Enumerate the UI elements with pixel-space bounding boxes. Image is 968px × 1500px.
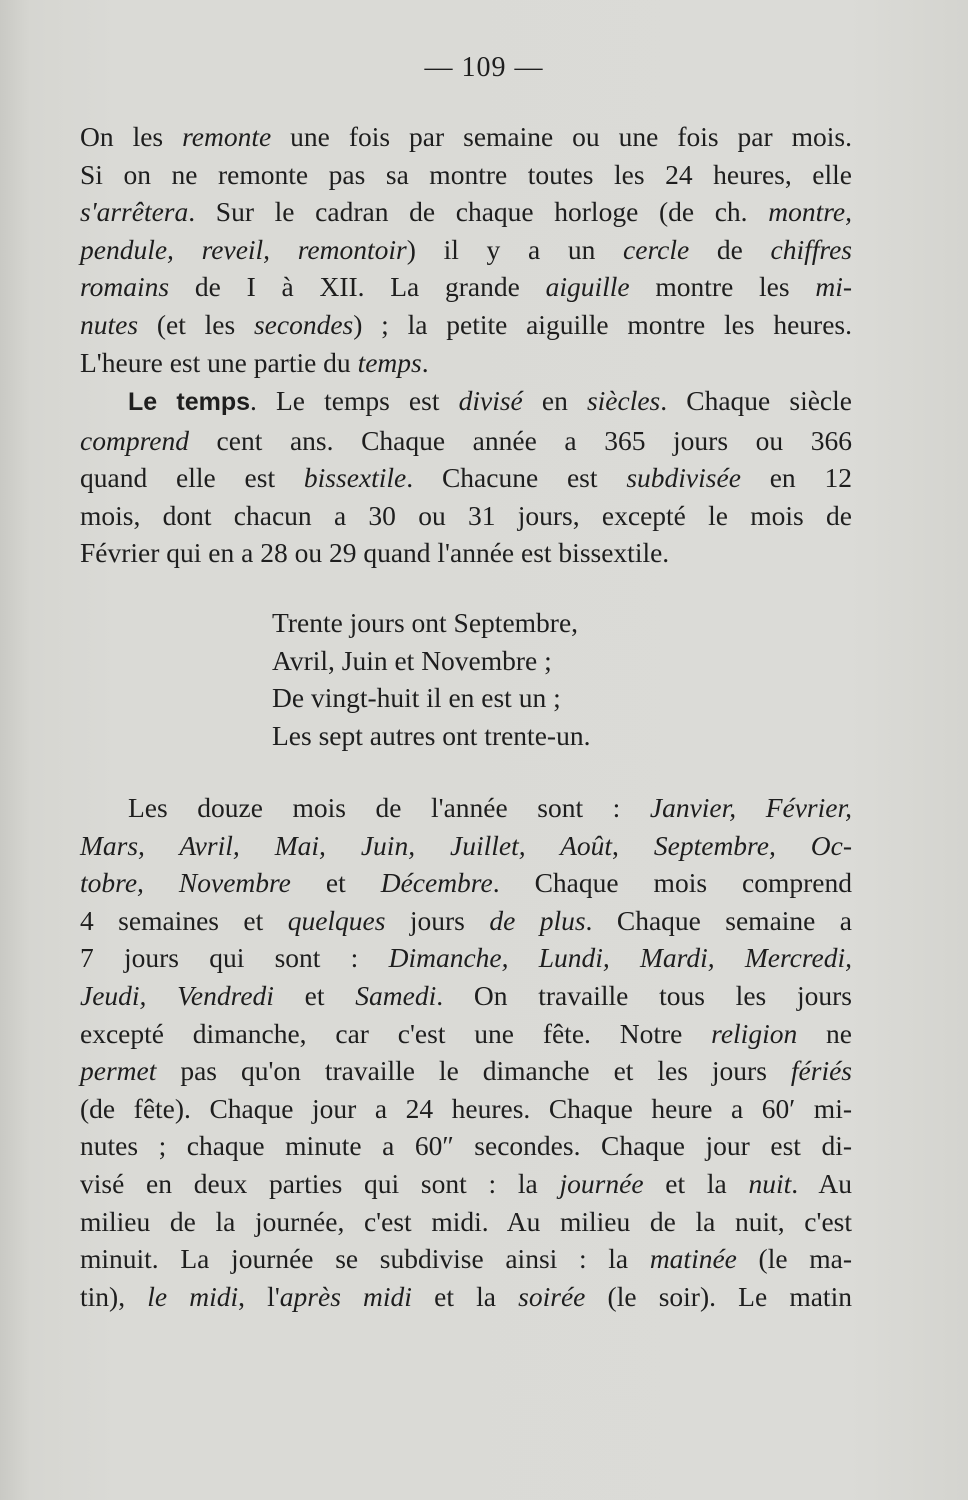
poem-line: Avril, Juin et Novembre ; <box>272 644 552 676</box>
text-line: Si on ne remonte pas sa montre toutes les 24 heures, elle <box>80 158 852 190</box>
text-line: mois, dont chacun a 30 ou 31 jours, excepté le mois de <box>80 499 852 531</box>
poem-line: Les sept autres ont trente-un. <box>272 719 591 751</box>
paragraph-clocks <box>80 118 852 381</box>
poem <box>272 604 590 754</box>
text-line: excepté dimanche, car c'est une fête. Notre religion ne <box>80 1017 852 1049</box>
poem-line: Trente jours ont Septembre, <box>272 607 579 638</box>
text-line: milieu de la journée, c'est midi. Au milieu de la nuit, c'est <box>80 1205 852 1237</box>
text-line: L'heure est une partie du temps. <box>80 346 429 378</box>
text-line: permet pas qu'on travaille le dimanche et les jours fériés <box>80 1055 852 1087</box>
text-line: tobre, Novembre et Décembre. Chaque mois comprend <box>80 867 852 899</box>
paragraph-months <box>80 789 852 1315</box>
text-line: Jeudi, Vendredi et Samedi. On travaille tous les jours <box>80 979 852 1011</box>
text-line: pendule, reveil, remontoir) il y a un cercle de chiffres <box>80 233 852 265</box>
text-line: 4 semaines et quelques jours de plus. Chaque semaine a <box>80 904 853 936</box>
text-line: comprend cent ans. Chaque année a 365 jours ou 366 <box>80 424 852 456</box>
text-line: (de fête). Chaque jour a 24 heures. Chaque heure a 60′ mi- <box>80 1092 852 1124</box>
paragraph-time <box>80 382 852 572</box>
text-line: Les douze mois de l'année sont : Janvier, Février, <box>128 792 852 823</box>
page-number: — 109 — <box>424 52 544 83</box>
text-line: 7 jours qui sont : Dimanche, Lundi, Mardi, Mercredi, <box>80 942 853 974</box>
text-line: s'arrêtera. Sur le cadran de chaque horloge (de ch. montre, <box>80 196 852 228</box>
text-line: minuit. La journée se subdivise ainsi : la matinée (le ma- <box>80 1243 852 1275</box>
text-line: visé en deux parties qui sont : la journée et la nuit. Au <box>80 1167 853 1199</box>
text-line: On les remonte une fois par semaine ou une fois par mois. <box>80 121 852 152</box>
text-line: Février qui en a 28 ou 29 quand l'année est bissextile. <box>80 537 670 569</box>
text-line: romains de I à XII. La grande aiguille montre les mi- <box>80 271 852 303</box>
text-line: tin), le midi, l'après midi et la soirée (le soir). Le matin <box>80 1280 852 1312</box>
text-line: nutes ; chaque minute a 60″ secondes. Chaque jour est di- <box>80 1130 852 1162</box>
section-heading: Le temps <box>128 388 250 416</box>
text-line: quand elle est bissextile. Chacune est subdivisée en 12 <box>80 462 852 494</box>
text-line: nutes (et les secondes) ; la petite aiguille montre les heures. <box>80 308 852 340</box>
text-line: Mars, Avril, Mai, Juin, Juillet, Août, Septembre, Oc- <box>80 829 853 861</box>
text-line: Le temps. Le temps est divisé en siècles. Chaque siècle <box>128 385 852 416</box>
poem-line: De vingt-huit il en est un ; <box>272 682 561 714</box>
